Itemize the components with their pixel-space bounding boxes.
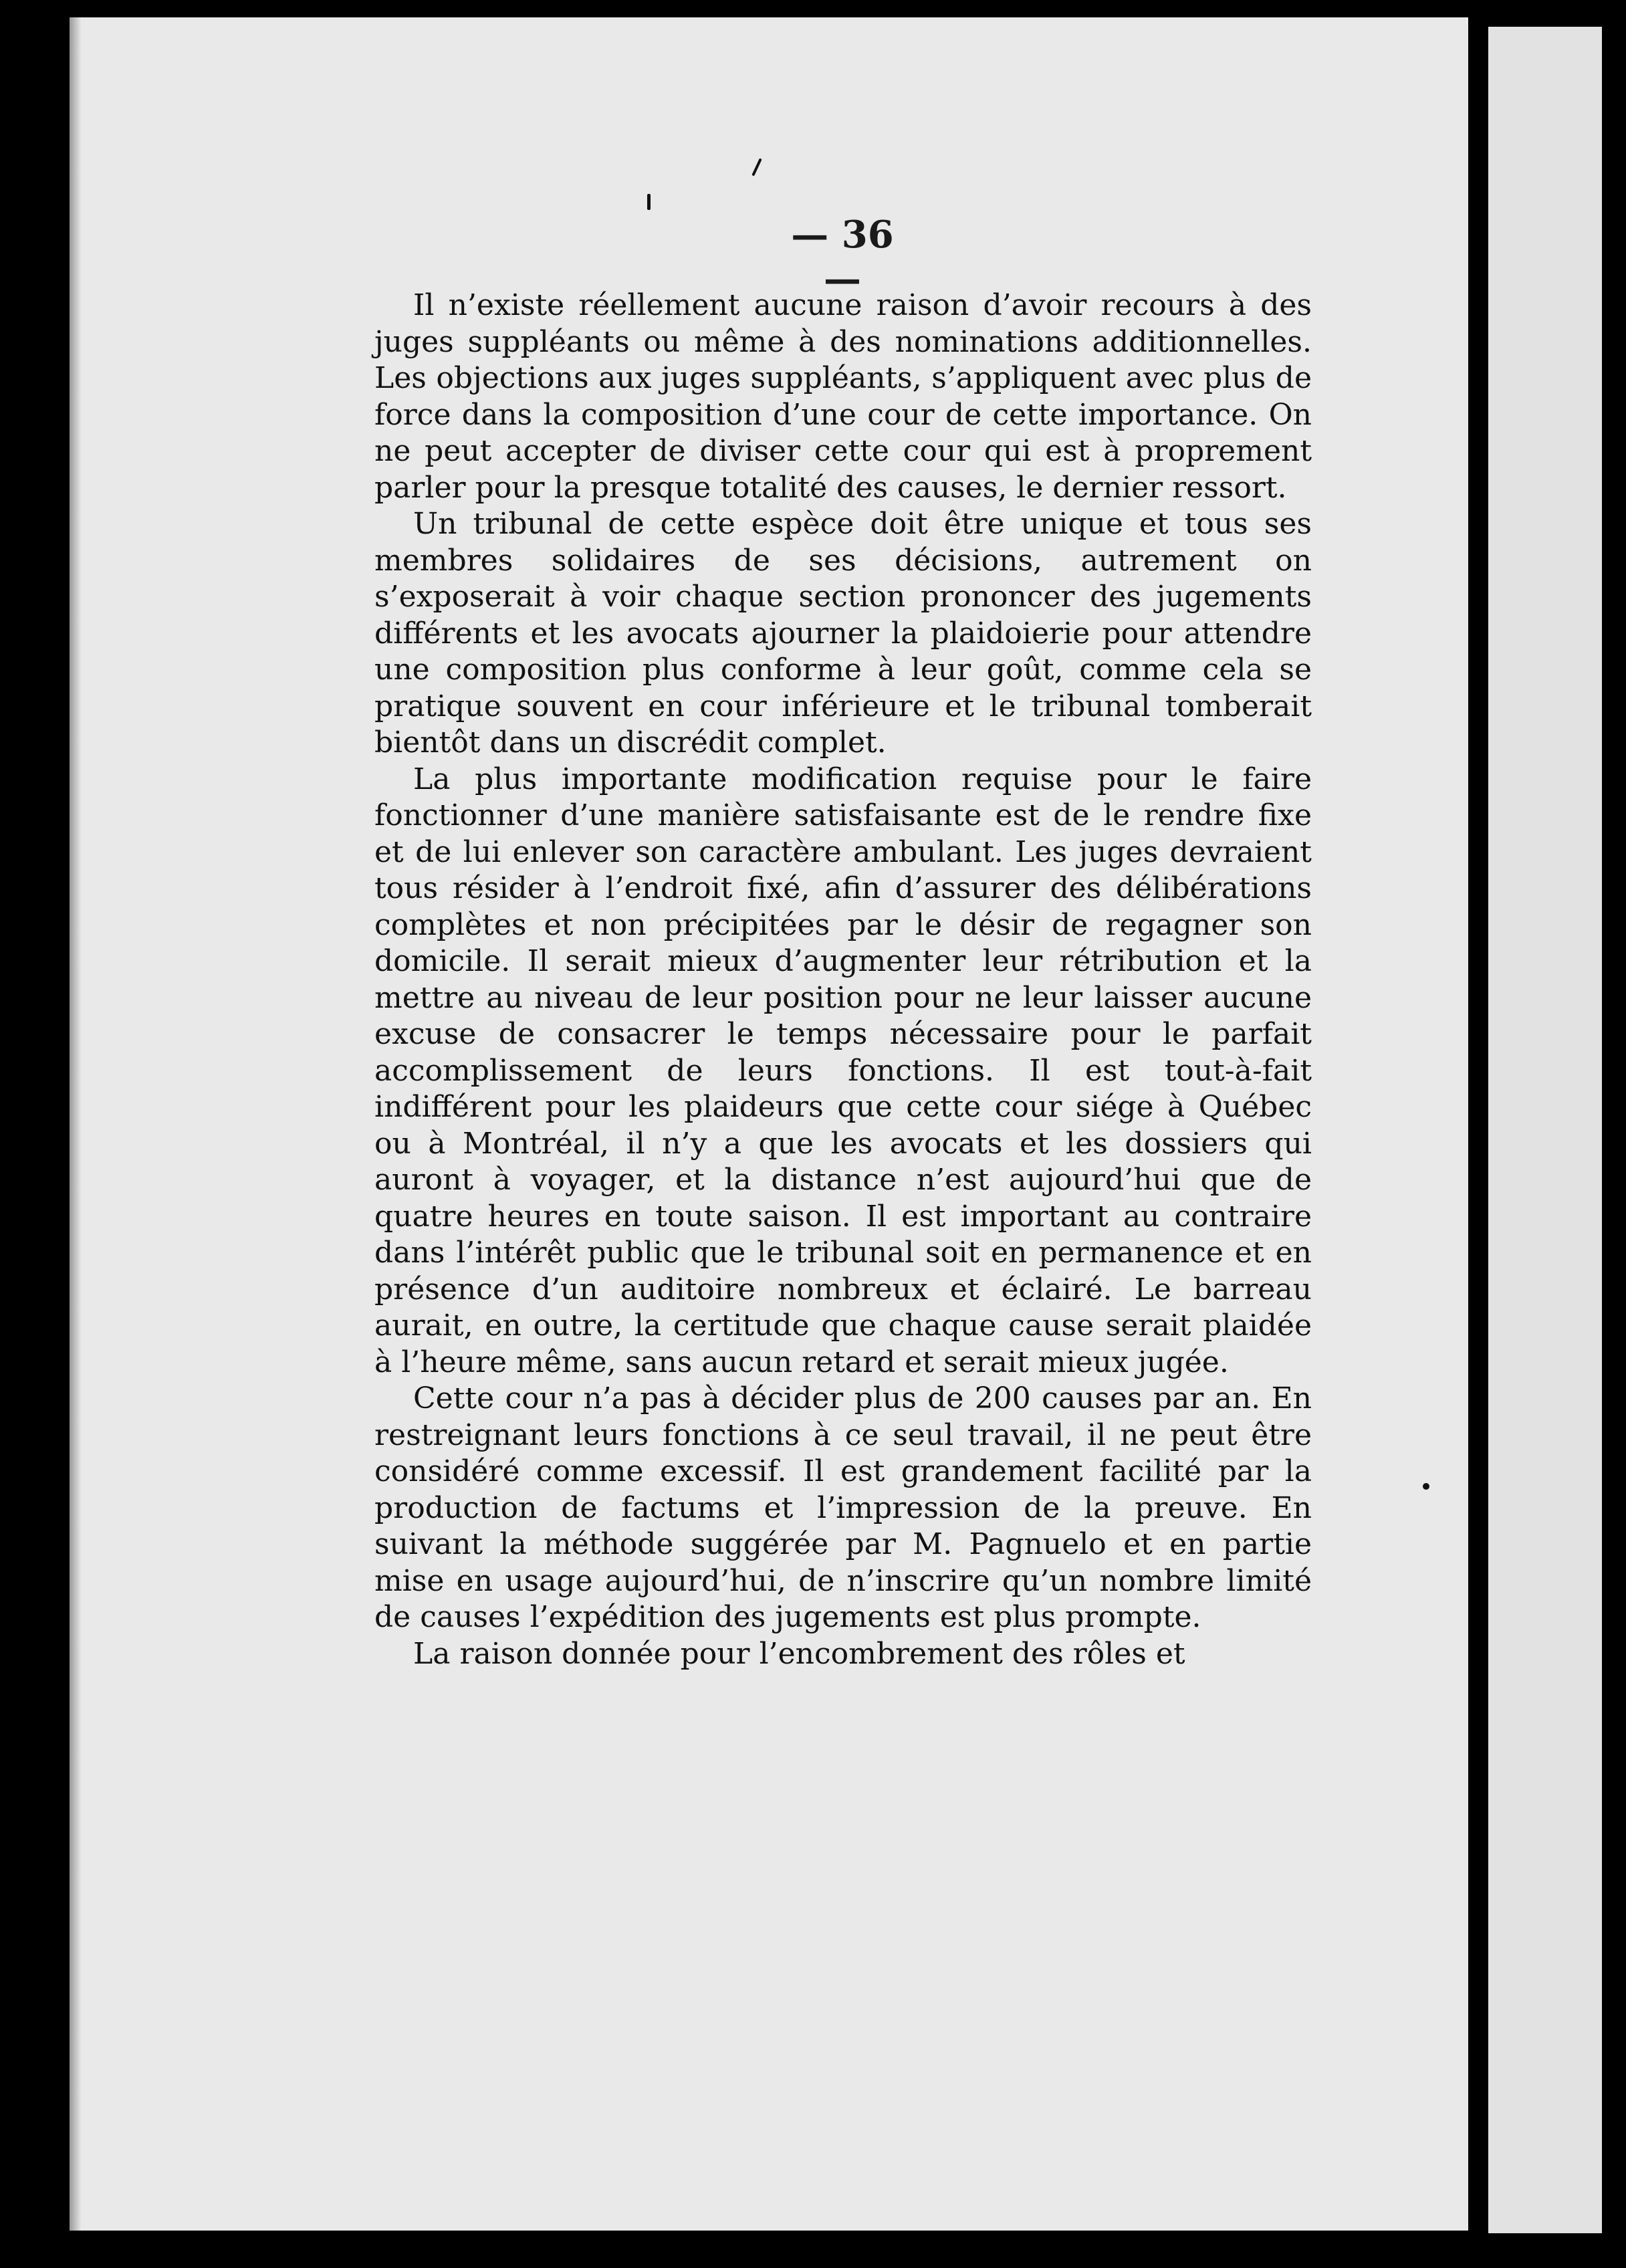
paragraph: Il n’existe réellement aucune raison d’avoir recours à des juges suppléants ou même à des nominations additionnelles. Les objections aux juges suppléants, s’appliquent avec plus de force dans la composition d’une cour de cette importance. On ne peut accepter de diviser cette cour qui est à proprement parler pour la presque totalité des causes, le dernier ressort.	[374, 288, 1312, 505]
paragraph: La raison donnée pour l’encombrement des rôles et	[413, 1636, 1185, 1671]
gutter-shadow	[70, 17, 82, 2231]
adjacent-page-edge	[1488, 27, 1602, 2233]
ink-speck	[1423, 1483, 1429, 1490]
paragraph: Cette cour n’a pas à décider plus de 200 causes par an. En restreignant leurs fonctions à ce seul travail, il ne peut être considéré comme excessif. Il est grandement facilité par la production de factums et l’impression de la preuve. En suivant la méthode suggérée par M. Pagnuelo et en partie mise en usage aujourd’hui, de n’inscrire qu’un nombre limité de causes l’expédition des jugements est plus prompte.	[374, 1381, 1312, 1634]
paragraph: La plus importante modification requise pour le faire fonctionner d’une manière satisfaisante est de le rendre fixe et de lui enlever son caractère ambulant. Les juges devraient tous résider à l’endroit fixé, afin d’assurer des délibérations complètes et non précipitées par le désir de regagner son domicile. Il serait mieux d’augmenter leur rétribution et la mettre au niveau de leur position pour ne leur laisser aucune excuse de consacrer le temps nécessaire pour le parfait accomplissement de leurs fonctions. Il est tout-à-fait indifférent pour les plaideurs que cette cour siége à Québec ou à Montréal, il n’y a que les avocats et les dossiers qui auront à voyager, et la distance n’est aujourd’hui que de quatre heures en toute saison. Il est important au contraire dans l’intérêt public que le tribunal soit en permanence et en présence d’un auditoire nombreux et éclairé. Le barreau aurait, en outre, la certitude que chaque cause serait plaidée à l’heure même, sans aucun retard et serait mieux jugée.	[374, 762, 1312, 1379]
paragraph: Un tribunal de cette espèce doit être unique et tous ses membres solidaires de ses décisions, autrement on s’exposerait à voir chaque section prononcer des jugements différents et les avocats ajourner la plaidoierie pour attendre une composition plus conforme à leur goût, comme cela se pratique souvent en cour inférieure et le tribunal tomberait bientôt dans un discrédit complet.	[374, 507, 1312, 760]
ink-speck	[647, 194, 651, 210]
page-number: — 36 —	[791, 213, 894, 301]
body-text	[374, 288, 1312, 1672]
